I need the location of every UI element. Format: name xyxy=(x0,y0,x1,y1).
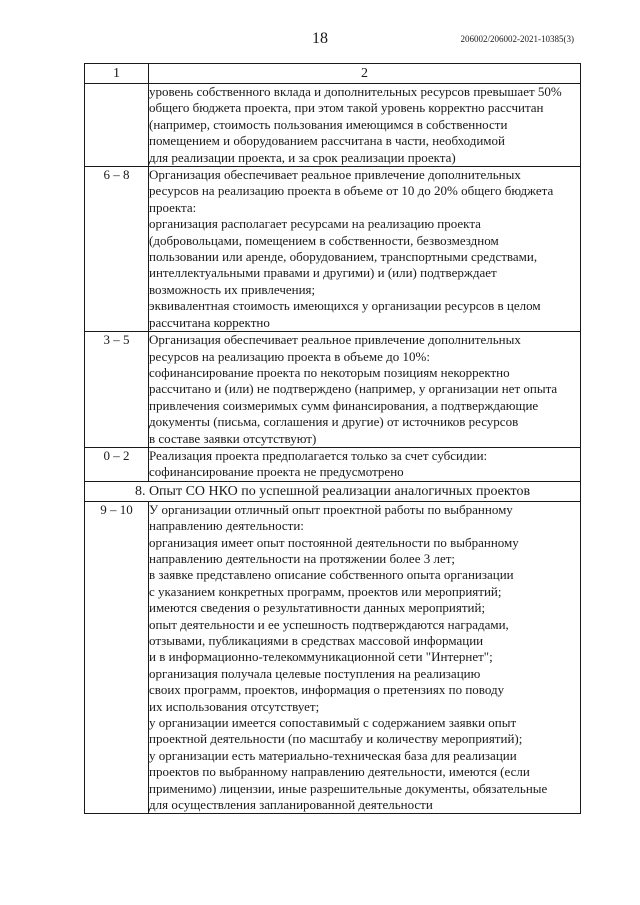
column-header-2: 2 xyxy=(149,64,581,84)
description-line: для осуществления запланированной деятельности xyxy=(149,797,433,813)
description-line: помещением и оборудованием рассчитана в части, необходимой xyxy=(149,133,505,149)
description-line: у организации имеется сопоставимый с содержанием заявки опыт xyxy=(149,715,517,731)
description-line: организация получала целевые поступления на реализацию xyxy=(149,665,481,681)
section-title: 8. Опыт СО НКО по успешной реализации аналогичных проектов xyxy=(85,481,581,501)
description-line: в заявке представлено описание собственного опыта организации xyxy=(149,567,514,583)
table-header-row xyxy=(85,64,581,84)
description-line: Реализация проекта предполагается только за счет субсидии: xyxy=(149,447,488,463)
description-line: (например, стоимость пользования имеющимся в собственности xyxy=(149,116,508,132)
description-line: направлению деятельности на протяжении более 3 лет; xyxy=(149,550,456,566)
description-line: организация располагает ресурсами на реализацию проекта xyxy=(149,216,481,232)
description-line: у организации есть материально-техническая база для реализации xyxy=(149,747,517,763)
description-line: проектов по выбранному направлению деятельности, имеются (если xyxy=(149,764,530,780)
description-line: документы (письма, соглашения и другие) от источников ресурсов xyxy=(149,414,519,430)
criteria-description xyxy=(149,332,581,448)
criteria-table xyxy=(84,63,581,814)
description-line: в составе заявки отсутствуют) xyxy=(149,430,317,446)
description-line: софинансирование проекта не предусмотрено xyxy=(149,464,404,480)
page-number: 18 xyxy=(312,30,328,47)
column-header-1: 1 xyxy=(85,64,149,84)
description-line: проекта: xyxy=(149,199,197,215)
description-line: уровень собственного вклада и дополнительных ресурсов превышает 50% xyxy=(149,84,562,99)
description-line: Организация обеспечивает реальное привлечение дополнительных xyxy=(149,167,521,183)
section-row xyxy=(85,481,581,501)
score-range: 6 – 8 xyxy=(85,167,149,332)
description-line: для реализации проекта, и за срок реализации проекта) xyxy=(149,149,456,165)
description-line: общего бюджета проекта, при этом такой уровень корректно рассчитан xyxy=(149,100,544,116)
table-row xyxy=(85,332,581,448)
description-line: отзывами, публикациями в средствах массовой информации xyxy=(149,633,484,648)
description-line: У организации отличный опыт проектной работы по выбранному xyxy=(149,501,513,517)
criteria-description xyxy=(149,501,581,814)
description-line: ресурсов на реализацию проекта в объеме до 10%: xyxy=(149,348,430,364)
description-line: своих программ, проектов, информация о претензиях по поводу xyxy=(149,682,505,698)
description-line: с указанием конкретных программ, проектов или мероприятий; xyxy=(149,583,502,599)
table-row xyxy=(85,84,581,167)
description-line: возможность их привлечения; xyxy=(149,281,316,297)
description-line: привлечения соизмеримых сумм финансирования, а подтверждающие xyxy=(149,397,539,413)
criteria-description xyxy=(149,167,581,332)
description-line: пользовании или аренде, оборудованием, транспортными средствами, xyxy=(149,249,538,265)
criteria-description xyxy=(149,84,581,167)
score-range: 0 – 2 xyxy=(85,447,149,481)
description-line: софинансирование проекта по некоторым позициям некорректно xyxy=(149,364,510,380)
description-line: опыт деятельности и ее успешность подтверждаются наградами, xyxy=(149,616,509,632)
score-range: 9 – 10 xyxy=(85,501,149,814)
description-line: и в информационно-телекоммуникационной сети "Интернет"; xyxy=(149,649,493,665)
description-line: организация имеет опыт постоянной деятельности по выбранному xyxy=(149,534,519,550)
description-line: интеллектуальными правами и другими) и (или) подтверждает xyxy=(149,265,497,281)
description-line: Организация обеспечивает реальное привлечение дополнительных xyxy=(149,332,521,348)
description-line: имеются сведения о результативности данных мероприятий; xyxy=(149,600,486,616)
description-line: их использования отсутствует; xyxy=(149,698,320,714)
table-row xyxy=(85,447,581,481)
document-id: 206002/206002-2021-10385(3) xyxy=(460,34,574,44)
description-line: рассчитана корректно xyxy=(149,314,270,330)
description-line: рассчитано и (или) не подтверждено (например, у организации нет опыта xyxy=(149,381,558,397)
description-line: проектной деятельности (по масштабу и количеству мероприятий); xyxy=(149,731,523,747)
description-line: применимо) лицензии, иные разрешительные документы, обязательные xyxy=(149,780,548,796)
description-line: (добровольцами, помещением в собственности, безвозмездном xyxy=(149,232,499,248)
description-line: направлению деятельности: xyxy=(149,518,304,534)
score-range xyxy=(85,84,149,167)
description-line: эквивалентная стоимость имеющихся у организации ресурсов в целом xyxy=(149,298,541,314)
table-row xyxy=(85,501,581,814)
score-range: 3 – 5 xyxy=(85,332,149,448)
criteria-description xyxy=(149,447,581,481)
description-line: ресурсов на реализацию проекта в объеме от 10 до 20% общего бюджета xyxy=(149,183,554,199)
table-row xyxy=(85,167,581,332)
